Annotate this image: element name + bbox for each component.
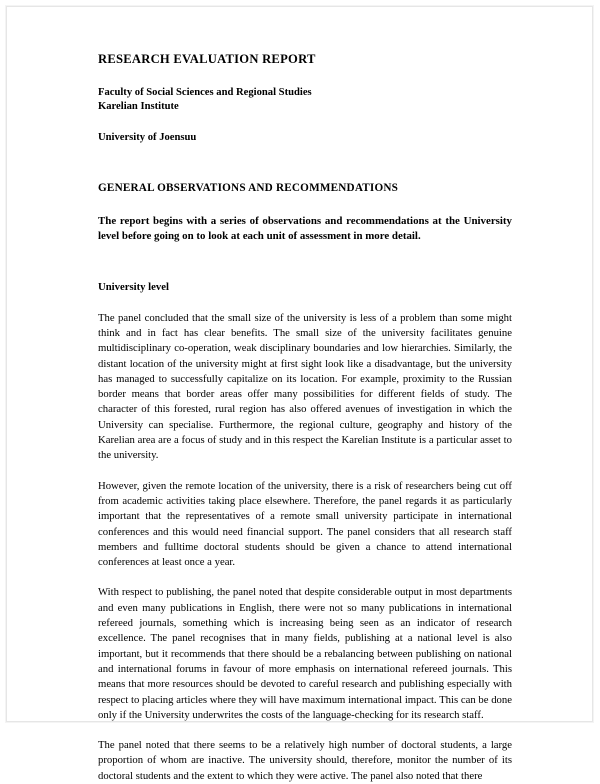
body-paragraph: The panel noted that there seems to be a relatively high number of doctoral students, a large proportion of whom are inactive. The university should, therefore, monitor the number of its doctoral students and the extent to which they were active. The panel also noted that there [98,739,512,782]
document-page [6,6,593,782]
affiliation-institute: Karelian Institute [98,101,179,113]
affiliation-block [98,86,512,115]
page-title: RESEARCH EVALUATION REPORT [98,52,316,66]
body-paragraph: With respect to publishing, the panel noted that despite considerable output in most departments and even many publications in English, there were not so many publications in international refereed journals, something which is increasing being seen as an indicator of research excellence. The panel recognises that in many fields, publishing at a national level is also important, but it recommends that there should be a rebalancing between publishing on national and international forums in favour of more emphasis on international refereed journals. This means that more resources should be devoted to careful research and publishing especially with respect to placing articles where they will have maximum international impact. This can be done only if the University underwrites the costs of the language-checking for its research staff. [98,586,512,721]
lead-paragraph: The report begins with a series of observations and recommendations at the University level before going on to look at each unit of assessment in more detail. [98,214,512,243]
body-paragraph: The panel concluded that the small size of the university is less of a problem than some might think and in fact has clear benefits. The small size of the university facilitates genuine multidisciplinary co-operation, weak disciplinary boundaries and low hierarchies. Similarly, the distant location of the university might at first sight look like a disadvantage, but the university has managed to successfully capitalize on its location. For example, proximity to the Russian border means that border areas offer many possibilities for different fields of study. The character of this forested, rural region has also offered avenues of investigation in which the University can specialise. Furthermore, the regional culture, geography and history of the Karelian area are a focus of study and in this respect the Karelian Institute is a particular asset to the university. [98,311,512,462]
section-heading: GENERAL OBSERVATIONS AND RECOMMENDATIONS [98,182,399,195]
sub-heading: University level [98,280,169,293]
institution-name: University of Joensuu [98,131,197,143]
document-content [98,52,512,784]
body-paragraph: However, given the remote location of the university, there is a risk of researchers being cut off from academic activities taking place elsewhere. Therefore, the panel regards it as particularly important that the representatives of a remote small university participate in international conferences and this would need financial support. The panel considers that all research staff members and fulltime doctoral students should be given a chance to attend international conferences at least once a year. [98,479,512,569]
affiliation-faculty: Faculty of Social Sciences and Regional Studies [98,86,312,98]
